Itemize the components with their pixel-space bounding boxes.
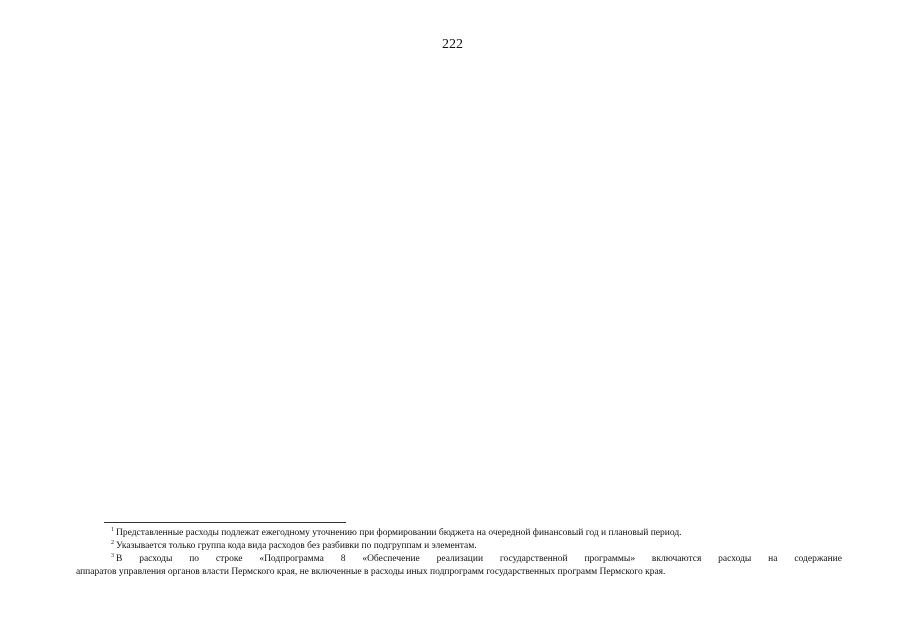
footnotes-section (76, 527, 842, 579)
footnote-text: В расходы по строке «Подпрограмма 8 «Обеспечение реализации государственной программы» включаются расходы на содержание (116, 554, 842, 564)
footnote-2 (76, 540, 842, 553)
footnote-3 (76, 553, 842, 566)
footnote-separator (104, 522, 346, 523)
footnote-marker: 3 (111, 553, 114, 559)
footnote-text: Указывается только группа кода вида расходов без разбивки по подгруппам и элементам. (116, 541, 477, 551)
footnote-marker: 2 (111, 540, 114, 546)
footnote-text: Представленные расходы подлежат ежегодному уточнению при формировании бюджета на очередной финансовый год и плановый период. (116, 528, 682, 538)
footnote-text: аппаратов управления органов власти Пермского края, не включенные в расходы иных подпрограмм государственных программ Пермского края. (76, 567, 666, 577)
footnote-1 (76, 527, 842, 540)
footnote-3-continuation (76, 566, 842, 579)
page-number: 222 (442, 37, 463, 52)
footnote-marker: 1 (111, 527, 114, 533)
